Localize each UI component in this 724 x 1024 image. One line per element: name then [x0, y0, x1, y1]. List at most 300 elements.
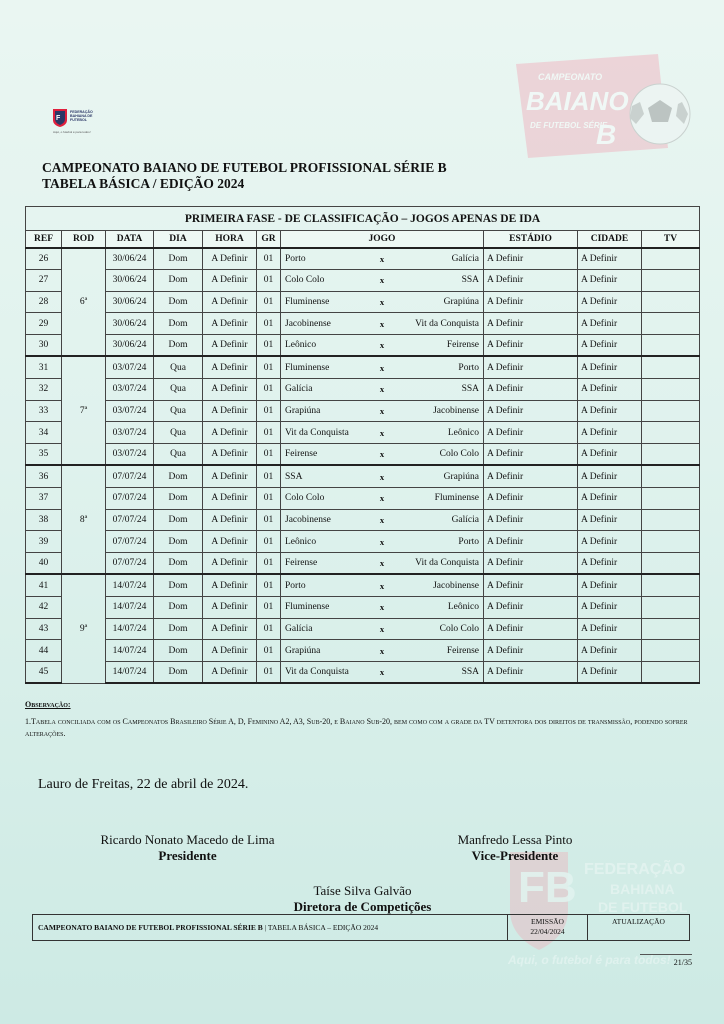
cell-hora: A Definir	[203, 248, 257, 270]
table-row	[26, 574, 700, 596]
cell-hora: A Definir	[203, 487, 257, 509]
versus-mark: x	[379, 493, 385, 504]
away-team: Vit da Conquista	[415, 318, 479, 329]
cell-ref: 30	[26, 335, 62, 357]
cell-estadio: A Definir	[484, 531, 578, 553]
cell-tv	[642, 596, 700, 618]
cell-jogo	[281, 356, 484, 378]
cell-tv	[642, 465, 700, 487]
cell-hora: A Definir	[203, 291, 257, 313]
table-row	[26, 269, 700, 291]
cell-gr: 01	[257, 335, 281, 357]
cell-estadio: A Definir	[484, 465, 578, 487]
versus-mark: x	[379, 536, 385, 547]
cell-cidade: A Definir	[578, 313, 642, 335]
cell-tv	[642, 378, 700, 400]
cell-tv	[642, 444, 700, 466]
cell-jogo	[281, 422, 484, 444]
cell-tv	[642, 531, 700, 553]
match	[285, 472, 479, 482]
versus-mark: x	[379, 471, 385, 482]
cell-data: 07/07/24	[106, 487, 154, 509]
cell-jogo	[281, 618, 484, 640]
cell-estadio: A Definir	[484, 444, 578, 466]
cell-tv	[642, 509, 700, 531]
table-row	[26, 553, 700, 575]
table-row	[26, 444, 700, 466]
cell-estadio: A Definir	[484, 269, 578, 291]
cell-dia: Dom	[154, 465, 203, 487]
cell-jogo	[281, 553, 484, 575]
versus-mark: x	[379, 558, 385, 569]
document-footer	[32, 914, 690, 941]
match	[285, 363, 479, 373]
table-row	[26, 640, 700, 662]
cell-jogo	[281, 465, 484, 487]
match	[285, 667, 479, 677]
cell-jogo	[281, 335, 484, 357]
cell-dia: Dom	[154, 596, 203, 618]
cell-tv	[642, 422, 700, 444]
wm-federation-line3: DE FUTEBOL	[598, 899, 688, 915]
cell-cidade: A Definir	[578, 487, 642, 509]
home-team: Leônico	[285, 536, 317, 547]
cell-hora: A Definir	[203, 335, 257, 357]
cell-hora: A Definir	[203, 640, 257, 662]
col-header-gr: GR	[257, 231, 281, 248]
cell-cidade: A Definir	[578, 640, 642, 662]
away-team: Grapiúna	[443, 296, 479, 307]
match	[285, 493, 479, 503]
table-row	[26, 291, 700, 313]
director-role: Diretora de Competições	[293, 899, 432, 914]
cell-dia: Dom	[154, 662, 203, 684]
cell-tv	[642, 553, 700, 575]
cell-cidade: A Definir	[578, 509, 642, 531]
cell-dia: Dom	[154, 335, 203, 357]
cell-data: 07/07/24	[106, 509, 154, 531]
cell-estadio: A Definir	[484, 662, 578, 684]
versus-mark: x	[379, 427, 385, 438]
table-row	[26, 335, 700, 357]
versus-mark: x	[379, 253, 385, 264]
cell-hora: A Definir	[203, 444, 257, 466]
cell-hora: A Definir	[203, 531, 257, 553]
cell-hora: A Definir	[203, 400, 257, 422]
col-header-rod: ROD	[62, 231, 106, 248]
cell-jogo	[281, 640, 484, 662]
cell-gr: 01	[257, 618, 281, 640]
cell-jogo	[281, 313, 484, 335]
cell-data: 14/07/24	[106, 662, 154, 684]
cell-tv	[642, 291, 700, 313]
cell-data: 07/07/24	[106, 553, 154, 575]
match	[285, 515, 479, 525]
away-team: Porto	[458, 362, 479, 373]
away-team: SSA	[461, 384, 479, 395]
svg-text:F: F	[56, 115, 61, 122]
cell-tv	[642, 618, 700, 640]
phase-title: PRIMEIRA FASE - DE CLASSIFICAÇÃO – JOGOS APENAS DE IDA	[26, 207, 700, 231]
table-row	[26, 531, 700, 553]
cell-data: 30/06/24	[106, 313, 154, 335]
home-team: Fluminense	[285, 602, 330, 613]
cell-tv	[642, 248, 700, 270]
cell-jogo	[281, 269, 484, 291]
away-team: Colo Colo	[439, 449, 479, 460]
cell-gr: 01	[257, 291, 281, 313]
home-team: Jacobinense	[285, 318, 331, 329]
cell-hora: A Definir	[203, 596, 257, 618]
cell-gr: 01	[257, 640, 281, 662]
cell-cidade: A Definir	[578, 378, 642, 400]
away-team: Leônico	[447, 427, 479, 438]
cell-ref: 34	[26, 422, 62, 444]
cell-cidade: A Definir	[578, 248, 642, 270]
table-row	[26, 509, 700, 531]
away-team: Grapiúna	[443, 471, 479, 482]
footer-doc-bold: CAMPEONATO BAIANO DE FUTEBOL PROFISSIONAL SÉRIE B	[38, 923, 263, 932]
cell-ref: 45	[26, 662, 62, 684]
away-team: Galícia	[451, 253, 479, 264]
cell-gr: 01	[257, 574, 281, 596]
cell-gr: 01	[257, 356, 281, 378]
cell-cidade: A Definir	[578, 291, 642, 313]
versus-mark: x	[379, 340, 385, 351]
cell-dia: Dom	[154, 574, 203, 596]
home-team: Grapiúna	[285, 645, 321, 656]
home-team: Feirense	[285, 449, 318, 460]
cell-dia: Dom	[154, 487, 203, 509]
cell-dia: Qua	[154, 422, 203, 444]
footer-doc-title	[33, 915, 507, 940]
cell-gr: 01	[257, 422, 281, 444]
home-team: Fluminense	[285, 296, 330, 307]
cell-cidade: A Definir	[578, 400, 642, 422]
championship-watermark-logo	[508, 52, 693, 164]
cell-dia: Dom	[154, 313, 203, 335]
versus-mark: x	[379, 384, 385, 395]
wm-championship-big: BAIANO	[526, 86, 629, 116]
versus-mark: x	[379, 602, 385, 613]
vice-name: Manfredo Lessa Pinto	[457, 832, 573, 847]
match	[285, 275, 479, 285]
title-line-2: TABELA BÁSICA / EDIÇÃO 2024	[42, 176, 245, 191]
cell-data: 03/07/24	[106, 444, 154, 466]
table-row	[26, 356, 700, 378]
table-row	[26, 400, 700, 422]
home-team: Colo Colo	[285, 275, 325, 286]
cell-gr: 01	[257, 313, 281, 335]
versus-mark: x	[379, 645, 385, 656]
col-header-tv: TV	[642, 231, 700, 248]
cell-ref: 40	[26, 553, 62, 575]
director-name: Taíse Silva Galvão	[313, 883, 412, 898]
footer-emissao	[507, 915, 587, 940]
away-team: Feirense	[446, 340, 479, 351]
cell-dia: Dom	[154, 531, 203, 553]
table-row	[26, 596, 700, 618]
cell-gr: 01	[257, 378, 281, 400]
versus-mark: x	[379, 405, 385, 416]
match	[285, 428, 479, 438]
cell-dia: Dom	[154, 509, 203, 531]
table-row	[26, 422, 700, 444]
cell-hora: A Definir	[203, 313, 257, 335]
cell-dia: Dom	[154, 248, 203, 270]
home-team: Vit da Conquista	[285, 427, 349, 438]
away-team: SSA	[461, 667, 479, 678]
away-team: Colo Colo	[439, 623, 479, 634]
cell-estadio: A Definir	[484, 422, 578, 444]
match	[285, 581, 479, 591]
home-team: Feirense	[285, 558, 318, 569]
table-row	[26, 313, 700, 335]
cell-estadio: A Definir	[484, 335, 578, 357]
footer-doc-sep: |	[262, 923, 268, 932]
cell-tv	[642, 356, 700, 378]
cell-estadio: A Definir	[484, 574, 578, 596]
cell-ref: 28	[26, 291, 62, 313]
match	[285, 624, 479, 634]
emissao-date: 22/04/2024	[530, 927, 565, 936]
cell-data: 14/07/24	[106, 574, 154, 596]
col-header-jogo: JOGO	[281, 231, 484, 248]
cell-jogo	[281, 291, 484, 313]
home-team: Jacobinense	[285, 514, 331, 525]
cell-ref: 43	[26, 618, 62, 640]
cell-hora: A Definir	[203, 465, 257, 487]
cell-data: 30/06/24	[106, 335, 154, 357]
col-header-ref: REF	[26, 231, 62, 248]
svg-text:FB: FB	[518, 863, 577, 912]
cell-tv	[642, 400, 700, 422]
cell-cidade: A Definir	[578, 553, 642, 575]
cell-tv	[642, 574, 700, 596]
cell-hora: A Definir	[203, 269, 257, 291]
cell-estadio: A Definir	[484, 618, 578, 640]
cell-ref: 33	[26, 400, 62, 422]
match	[285, 319, 479, 329]
match	[285, 406, 479, 416]
cell-cidade: A Definir	[578, 662, 642, 684]
cell-data: 30/06/24	[106, 248, 154, 270]
signature-president	[80, 832, 295, 864]
cell-tv	[642, 640, 700, 662]
cell-jogo	[281, 574, 484, 596]
versus-mark: x	[379, 667, 385, 678]
cell-gr: 01	[257, 465, 281, 487]
cell-hora: A Definir	[203, 574, 257, 596]
cell-ref: 41	[26, 574, 62, 596]
cell-data: 14/07/24	[106, 618, 154, 640]
cell-cidade: A Definir	[578, 335, 642, 357]
away-team: Galícia	[451, 514, 479, 525]
table-row	[26, 465, 700, 487]
federation-tagline: Aqui, o futebol é para todos!	[53, 130, 91, 134]
cell-data: 07/07/24	[106, 465, 154, 487]
cell-estadio: A Definir	[484, 640, 578, 662]
away-team: Leônico	[447, 602, 479, 613]
cell-rod: 8ª	[62, 465, 106, 574]
cell-estadio: A Definir	[484, 356, 578, 378]
cell-gr: 01	[257, 444, 281, 466]
cell-data: 30/06/24	[106, 269, 154, 291]
cell-dia: Dom	[154, 640, 203, 662]
cell-data: 14/07/24	[106, 596, 154, 618]
cell-hora: A Definir	[203, 422, 257, 444]
cell-gr: 01	[257, 248, 281, 270]
home-team: Porto	[285, 253, 306, 264]
cell-rod: 6ª	[62, 248, 106, 357]
cell-estadio: A Definir	[484, 378, 578, 400]
wm-championship-letter: B	[596, 119, 617, 150]
match	[285, 646, 479, 656]
wm-championship-small: CAMPEONATO	[538, 72, 603, 82]
home-team: Fluminense	[285, 362, 330, 373]
cell-gr: 01	[257, 269, 281, 291]
cell-cidade: A Definir	[578, 465, 642, 487]
cell-ref: 37	[26, 487, 62, 509]
cell-ref: 26	[26, 248, 62, 270]
cell-hora: A Definir	[203, 662, 257, 684]
cell-jogo	[281, 400, 484, 422]
versus-mark: x	[379, 362, 385, 373]
cell-cidade: A Definir	[578, 356, 642, 378]
cell-cidade: A Definir	[578, 269, 642, 291]
home-team: Porto	[285, 580, 306, 591]
versus-mark: x	[379, 275, 385, 286]
cell-rod: 9ª	[62, 574, 106, 683]
versus-mark: x	[379, 514, 385, 525]
cell-jogo	[281, 662, 484, 684]
cell-cidade: A Definir	[578, 444, 642, 466]
cell-hora: A Definir	[203, 356, 257, 378]
cell-gr: 01	[257, 531, 281, 553]
cell-dia: Dom	[154, 618, 203, 640]
cell-ref: 29	[26, 313, 62, 335]
cell-rod: 7ª	[62, 356, 106, 465]
cell-hora: A Definir	[203, 378, 257, 400]
versus-mark: x	[379, 296, 385, 307]
emissao-label: EMISSÃO	[531, 917, 564, 926]
match	[285, 602, 479, 612]
col-header-dia: DIA	[154, 231, 203, 248]
cell-cidade: A Definir	[578, 618, 642, 640]
place-date: Lauro de Freitas, 22 de abril de 2024.	[38, 777, 249, 792]
cell-estadio: A Definir	[484, 248, 578, 270]
title-line-1: CAMPEONATO BAIANO DE FUTEBOL PROFISSIONAL SÉRIE B	[42, 160, 447, 175]
page-number: 21/35	[640, 954, 692, 967]
cell-cidade: A Definir	[578, 531, 642, 553]
home-team: SSA	[285, 471, 303, 482]
cell-jogo	[281, 509, 484, 531]
observation-title: Observação:	[25, 700, 71, 709]
match	[285, 558, 479, 568]
cell-estadio: A Definir	[484, 400, 578, 422]
cell-dia: Dom	[154, 269, 203, 291]
cell-tv	[642, 269, 700, 291]
cell-data: 07/07/24	[106, 531, 154, 553]
home-team: Grapiúna	[285, 405, 321, 416]
cell-hora: A Definir	[203, 618, 257, 640]
signature-vice-president	[420, 832, 610, 864]
cell-jogo	[281, 248, 484, 270]
cell-dia: Qua	[154, 444, 203, 466]
cell-tv	[642, 335, 700, 357]
cell-tv	[642, 487, 700, 509]
table-row	[26, 662, 700, 684]
match	[285, 254, 479, 264]
versus-mark: x	[379, 318, 385, 329]
cell-cidade: A Definir	[578, 422, 642, 444]
games-table	[25, 206, 700, 684]
match	[285, 449, 479, 459]
wm-championship-sub: DE FUTEBOL SÉRIE	[530, 121, 608, 130]
match	[285, 340, 479, 350]
cell-data: 30/06/24	[106, 291, 154, 313]
footer-atualizacao	[587, 915, 689, 940]
cell-ref: 32	[26, 378, 62, 400]
col-header-data: DATA	[106, 231, 154, 248]
away-team: SSA	[461, 275, 479, 286]
home-team: Galícia	[285, 623, 313, 634]
cell-estadio: A Definir	[484, 509, 578, 531]
cell-data: 03/07/24	[106, 378, 154, 400]
match	[285, 537, 479, 547]
federation-name: FEDERAÇÃO BAHIANA DE FUTEBOL	[70, 110, 93, 123]
cell-data: 03/07/24	[106, 356, 154, 378]
cell-estadio: A Definir	[484, 596, 578, 618]
cell-gr: 01	[257, 553, 281, 575]
cell-ref: 27	[26, 269, 62, 291]
atualizacao-label: ATUALIZAÇÃO	[612, 917, 665, 926]
col-header-cidade: CIDADE	[578, 231, 642, 248]
footer-doc-rest: TABELA BÁSICA – EDIÇÃO 2024	[267, 923, 379, 932]
cell-gr: 01	[257, 400, 281, 422]
away-team: Feirense	[446, 645, 479, 656]
table-header-row	[26, 231, 700, 248]
cell-jogo	[281, 444, 484, 466]
versus-mark: x	[379, 580, 385, 591]
cell-ref: 38	[26, 509, 62, 531]
table-row	[26, 618, 700, 640]
cell-data: 03/07/24	[106, 422, 154, 444]
away-team: Porto	[458, 536, 479, 547]
table-row	[26, 248, 700, 270]
cell-dia: Dom	[154, 553, 203, 575]
home-team: Colo Colo	[285, 493, 325, 504]
cell-hora: A Definir	[203, 553, 257, 575]
col-header-hora: HORA	[203, 231, 257, 248]
cell-hora: A Definir	[203, 509, 257, 531]
cell-gr: 01	[257, 487, 281, 509]
away-team: Jacobinense	[433, 405, 479, 416]
cell-estadio: A Definir	[484, 313, 578, 335]
cell-tv	[642, 313, 700, 335]
versus-mark: x	[379, 623, 385, 634]
cell-data: 03/07/24	[106, 400, 154, 422]
wm-federation-line2: BAHIANA	[610, 881, 675, 897]
president-role: Presidente	[158, 848, 217, 863]
match	[285, 297, 479, 307]
cell-ref: 39	[26, 531, 62, 553]
observation-text: 1.Tabela conciliada com os Campeonatos Brasileiro Série A, D, Feminino A2, A3, Sub-20, e Baiano Sub-20, bem como com a grade da TV detentora dos direitos de transmissão, podendo sofrer alterações.	[25, 717, 688, 738]
cell-ref: 35	[26, 444, 62, 466]
table-row	[26, 378, 700, 400]
cell-ref: 31	[26, 356, 62, 378]
col-header-estadio: ESTÁDIO	[484, 231, 578, 248]
